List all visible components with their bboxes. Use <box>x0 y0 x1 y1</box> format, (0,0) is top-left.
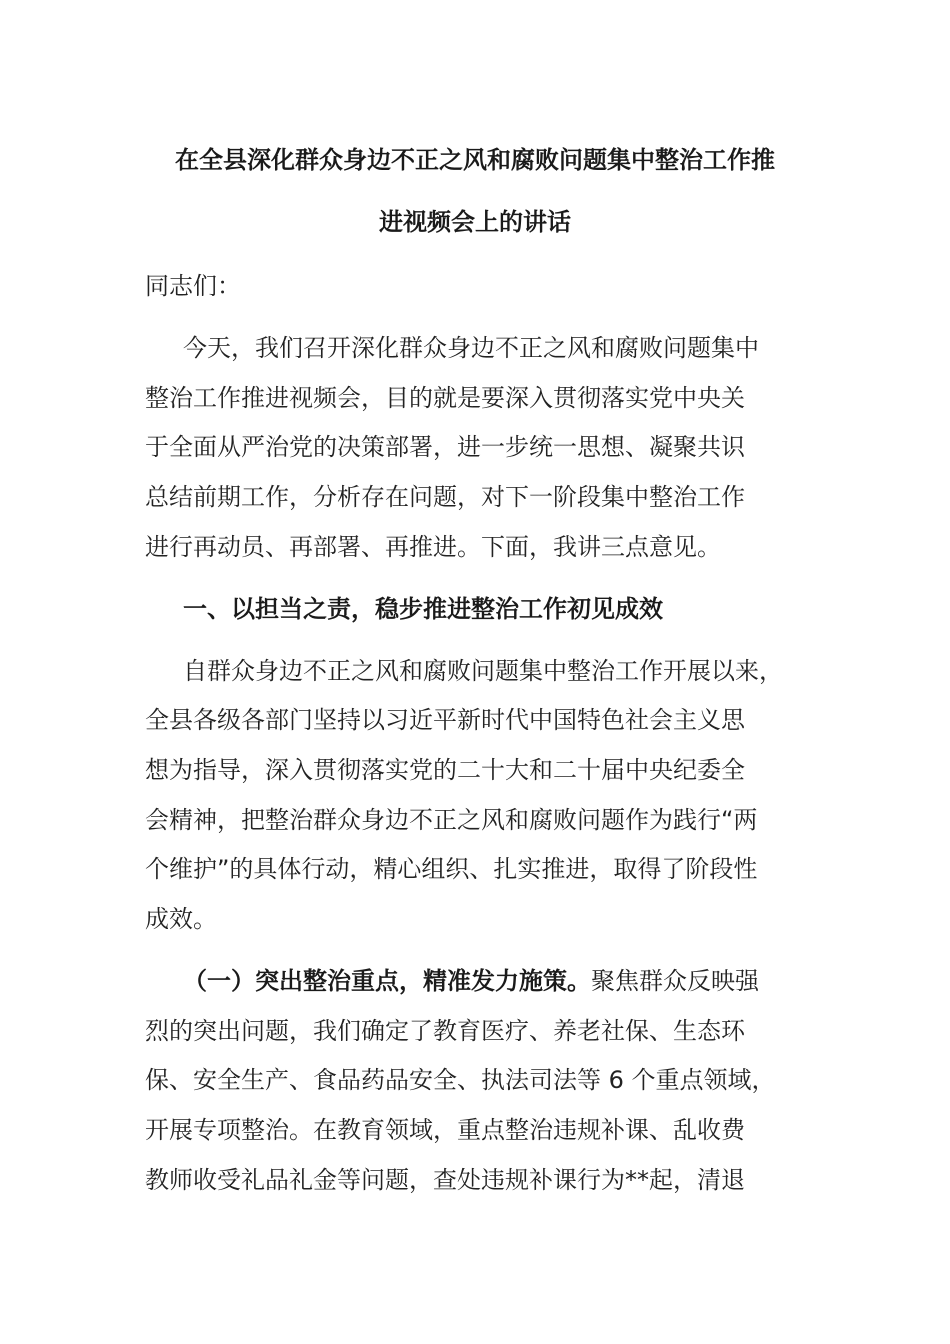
intro-line-1: 今天，我们召开深化群众身边不正之风和腐败问题集中 <box>183 334 759 362</box>
sub-1-line-1: 聚焦群众反映强 <box>591 967 759 995</box>
section-1-line-5: 个维护”的具体行动，精心组织、扎实推进，取得了阶段性 <box>145 855 758 883</box>
sub-1-line-2: 烈的突出问题，我们确定了教育医疗、养老社保、生态环 <box>145 1017 745 1045</box>
intro-line-3: 于全面从严治党的决策部署，进一步统一思想、凝聚共识 <box>145 433 745 461</box>
intro-line-5: 进行再动员、再部署、再推进。下面，我讲三点意见。 <box>145 533 721 561</box>
document-title-line-2: 进视频会上的讲话 <box>379 208 571 236</box>
salutation: 同志们： <box>145 272 241 300</box>
section-1-heading: 一、以担当之责，稳步推进整治工作初见成效 <box>183 595 663 623</box>
sub-1-line-5: 教师收受礼品礼金等问题，查处违规补课行为**起，清退 <box>145 1166 745 1194</box>
section-1-line-3: 想为指导，深入贯彻落实党的二十大和二十届中央纪委全 <box>145 756 745 784</box>
section-1-line-2: 全县各级各部门坚持以习近平新时代中国特色社会主义思 <box>145 706 745 734</box>
sub-1-line-3: 保、安全生产、食品药品安全、执法司法等 6 个重点领域， <box>145 1066 776 1094</box>
section-1-line-4: 会精神，把整治群众身边不正之风和腐败问题作为践行“两 <box>145 806 758 834</box>
intro-line-2: 整治工作推进视频会，目的就是要深入贯彻落实党中央关 <box>145 384 745 412</box>
sub-1-first-line <box>183 965 759 997</box>
document-title-line-1: 在全县深化群众身边不正之风和腐败问题集中整治工作推 <box>175 146 775 174</box>
intro-line-4: 总结前期工作，分析存在问题，对下一阶段集中整治工作 <box>145 483 745 511</box>
sub-1-line-4: 开展专项整治。在教育领域，重点整治违规补课、乱收费 <box>145 1116 745 1144</box>
section-1-line-6: 成效。 <box>145 905 217 933</box>
section-1-line-1: 自群众身边不正之风和腐败问题集中整治工作开展以来， <box>183 657 783 685</box>
sub-1-heading: （一）突出整治重点，精准发力施策。 <box>183 967 591 995</box>
